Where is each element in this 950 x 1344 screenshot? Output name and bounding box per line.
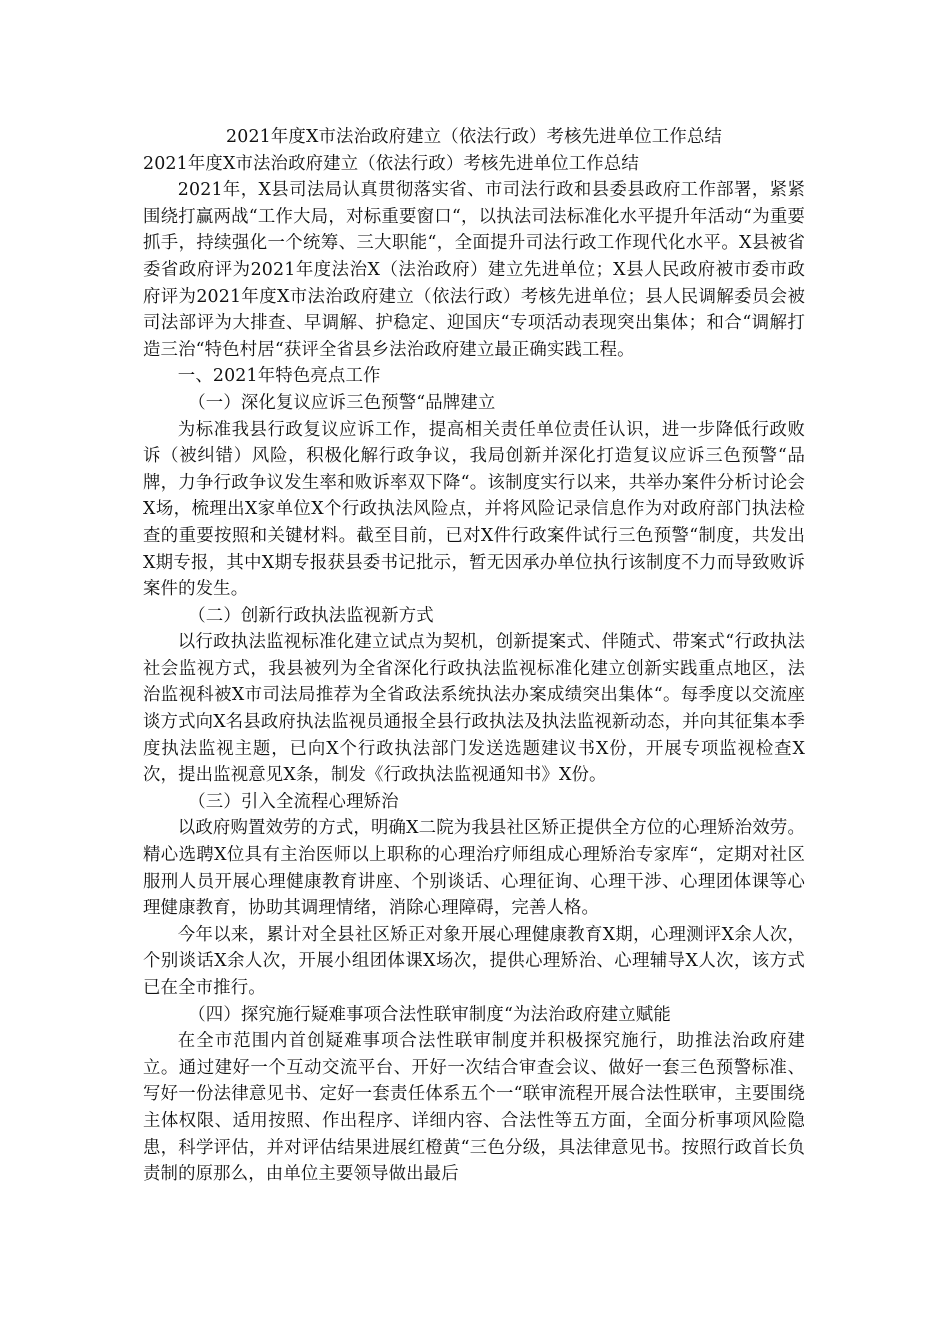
subsection-4-paragraph: 在全市范围内首创疑难事项合法性联审制度并积极探究施行，助推法治政府建立。通过建好一个互动交流平台、开好一次结合审查会议、做好一套三色预警标准、写好一份法律意见书、定好一套责任体系五个一“联审流程开展合法性联审，主要围绕主体权限、适用按照、作出程序、详细内容、合法性等五方面，全面分析事项风险隐患，科学评估，并对评估结果进展红橙黄“三色分级，具法律意见书。按照行政首长负责制的原那么，由单位主要领导做出最后 [143, 1031, 805, 1185]
subsection-3-paragraph-1: 以政府购置效劳的方式，明确X二院为我县社区矫正提供全方位的心理矫治效劳。精心选聘X位具有主治医师以上职称的心理治疗师组成心理矫治专家库“，定期对社区服刑人员开展心理健康教育讲座、个别谈话、心理征询、心理干涉、心理团体课等心理健康教育，协助其调理情绪，消除心理障碍，完善人格。 [143, 818, 805, 919]
intro-paragraph: 2021年，X县司法局认真贯彻落实省、市司法行政和县委县政府工作部署，紧紧围绕打赢两战“工作大局，对标重要窗口“，以执法司法标准化水平提升年活动“为重要抓手，持续强化一个统筹、三大职能“，全面提升司法行政工作现代化水平。X县被省委省政府评为2021年度法治X（法治政府）建立先进单位；X县人民政府被市委市政府评为2021年度X市法治政府建立（依法行政）考核先进单位；县人民调解委员会被司法部评为大排查、早调解、护稳定、迎国庆“专项活动表现突出集体；和合“调解打造三治“特色村居“获评全省县乡法治政府建立最正确实践工程。 [143, 180, 805, 360]
subsection-3-paragraph-2: 今年以来，累计对全县社区矫正对象开展心理健康教育X期，心理测评X余人次，个别谈话X余人次，开展小组团体课X场次，提供心理矫治、心理辅导X人次，该方式已在全市推行。 [143, 924, 805, 998]
document-subtitle: 2021年度X市法治政府建立（依法行政）考核先进单位工作总结 [143, 153, 639, 174]
subsection-1-paragraph: 为标准我县行政复议应诉工作，提高相关责任单位责任认识，进一步降低行政败诉（被纠错）风险，积极化解行政争议，我局创新并深化打造复议应诉三色预警“品牌，力争行政争议发生率和败诉率双下降“。该制度实行以来，共举办案件分析讨论会X场，梳理出X家单位X个行政执法风险点，并将风险记录信息作为对政府部门执法检查的重要按照和关键材料。截至目前，已对X件行政案件试行三色预警“制度，共发出X期专报，其中X期专报获县委书记批示，暂无因承办单位执行该制度不力而导致败诉案件的发生。 [143, 419, 805, 600]
document-title: 2021年度X市法治政府建立（依法行政）考核先进单位工作总结 [226, 127, 722, 147]
subsection-4-heading: （四）探究施行疑难事项合法性联审制度“为法治政府建立赋能 [188, 1004, 671, 1025]
subsection-2-paragraph: 以行政执法监视标准化建立试点为契机，创新提案式、伴随式、带案式“行政执法社会监视方式，我县被列为全省深化行政执法监视标准化建立创新实践重点地区，法治监视科被X市司法局推荐为全省政法系统执法办案成绩突出集体“。每季度以交流座谈方式向X名县政府执法监视员通报全县行政执法及执法监视新动态，并向其征集本季度执法监视主题，已向X个行政执法部门发送选题建议书X份，开展专项监视检查X次，提出监视意见X条，制发《行政执法监视通知书》X份。 [143, 632, 805, 786]
section-1-heading: 一、2021年特色亮点工作 [177, 366, 381, 387]
subsection-1-heading: （一）深化复议应诉三色预警“品牌建立 [188, 392, 496, 413]
subsection-2-heading: （二）创新行政执法监视新方式 [188, 605, 434, 626]
subsection-3-heading: （三）引入全流程心理矫治 [188, 791, 399, 812]
document-page [143, 124, 805, 1188]
